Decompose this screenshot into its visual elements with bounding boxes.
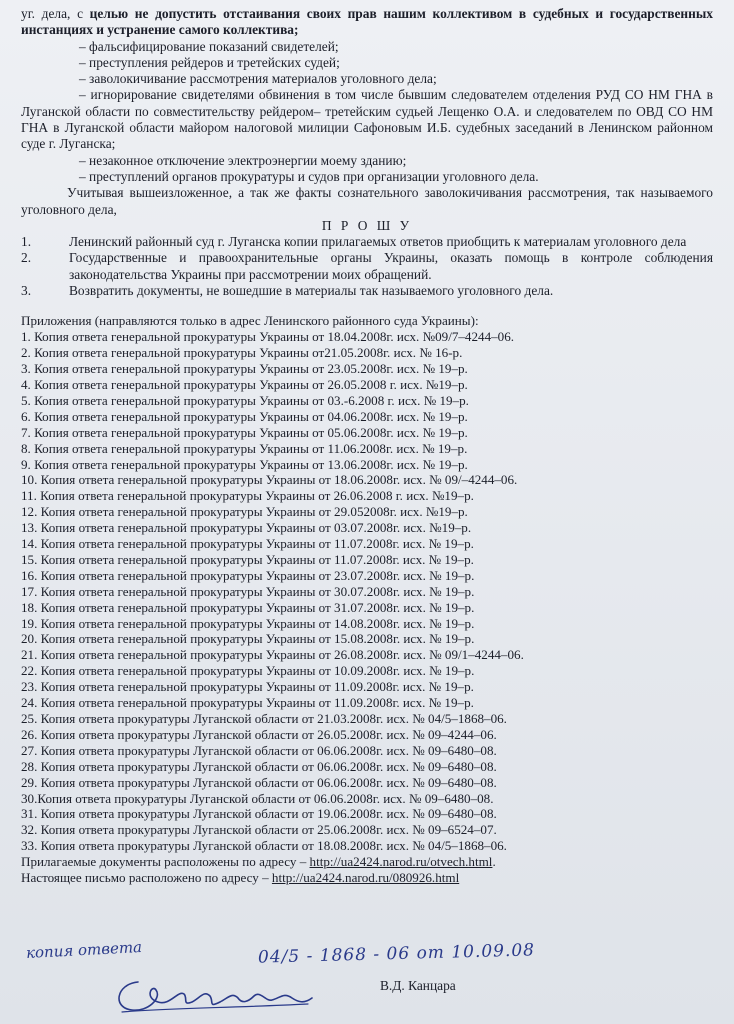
- attachment-item: 11. Копия ответа генеральной прокуратуры Украины от 26.06.2008 г. исх. №19–р.: [21, 488, 474, 504]
- attachment-item: 20. Копия ответа генеральной прокуратуры Украины от 15.08.2008г. исх. № 19–р.: [21, 631, 475, 647]
- dash-item: – заволокичивание рассмотрения материалов уголовного дела;: [79, 71, 437, 87]
- attachment-item: 33. Копия ответа прокуратуры Луганской области от 18.08.2008г. исх. № 04/5–1868–06.: [21, 838, 507, 854]
- attachment-item: 28. Копия ответа прокуратуры Луганской области от 06.06.2008г. исх. № 09–6480–08.: [21, 758, 497, 774]
- handwritten-note-right: 04/5 - 1868 - 06 от 10.09.08: [257, 940, 536, 968]
- attachment-item: 17. Копия ответа генеральной прокуратуры Украины от 30.07.2008г. исх. № 19–р.: [21, 583, 475, 599]
- attachment-item: 15. Копия ответа генеральной прокуратуры Украины от 11.07.2008г. исх. № 19–р.: [21, 551, 474, 567]
- signature-mark: [108, 968, 328, 1020]
- attachment-item: 12. Копия ответа генеральной прокуратуры Украины от 29.052008г. исх. №19–р.: [21, 504, 468, 520]
- attachment-item: 25. Копия ответа прокуратуры Луганской области от 21.03.2008г. исх. № 04/5–1868–06.: [21, 711, 507, 726]
- request-text: Ленинский районный суд г. Луганска копии прилагаемых ответов приобщить к материалам уголовного дела: [69, 234, 687, 250]
- docs-link[interactable]: http://ua2424.narod.ru/otvech.html: [309, 854, 493, 870]
- attachment-item: 31. Копия ответа прокуратуры Луганской области от 19.06.2008г. исх. № 09–6480–08.: [21, 806, 497, 822]
- dash-item: – незаконное отключение электроэнергии моему зданию;: [79, 152, 407, 168]
- attachment-item: 16. Копия ответа генеральной прокуратуры Украины от 23.07.2008г. исх. № 19–р.: [21, 567, 475, 583]
- attachment-item: 7. Копия ответа генеральной прокуратуры Украины от 05.06.2008г. исх. № 19–р.: [21, 424, 468, 440]
- letter-link[interactable]: http://ua2424.narod.ru/080926.html: [271, 870, 460, 886]
- request-item: [21, 250, 713, 283]
- request-item: [21, 283, 713, 299]
- attachment-item: 30.Копия ответа прокуратуры Луганской области от 06.06.2008г. исх. № 09–6480–08.: [21, 790, 494, 806]
- attachment-item: 29. Копия ответа прокуратуры Луганской области от 06.06.2008г. исх. № 09–6480–08.: [21, 774, 497, 790]
- considering-paragraph: Учитывая вышеизложенное, а так же факты сознательного заволокичивания рассмотрения, так называемого уголовного дела,: [21, 185, 713, 217]
- attachment-item: 1. Копия ответа генеральной прокуратуры Украины от 18.04.2008г. исх. №09/7–4244–06.: [21, 329, 515, 345]
- intro-paragraph: [21, 6, 713, 39]
- attachment-item: 23. Копия ответа генеральной прокуратуры Украины от 11.09.2008г. исх. № 19–р.: [21, 679, 474, 695]
- attachment-item: 14. Копия ответа генеральной прокуратуры Украины от 11.07.2008г. исх. № 19–р.: [21, 536, 474, 552]
- docs-suffix: .: [492, 854, 496, 870]
- attachment-item: 32. Копия ответа прокуратуры Луганской области от 25.06.2008г. исх. № 09–6524–07.: [21, 822, 497, 838]
- attachment-item: 19. Копия ответа генеральной прокуратуры Украины от 14.08.2008г. исх. № 19–р.: [21, 615, 475, 631]
- attachment-item: 10. Копия ответа генеральной прокуратуры Украины от 18.06.2008г. исх. № 09/–4244–06.: [21, 472, 518, 488]
- handwritten-note-left: копия ответа: [25, 937, 143, 963]
- attachment-item: 2. Копия ответа генеральной прокуратуры Украины от21.05.2008г. исх. № 16-р.: [21, 345, 463, 361]
- long-dash-item: – игнорирование свидетелями обвинения в том числе бывшим следователем отделения РУД СО НМ ГНА в Луганской области по совместительству рейдером– третейским судьей Лещенко О.А. и следователем по ОВД СО НМ ГНА в Луганской области майором налоговой милиции Сафоновым И.Б. судебных заседаний в Ленинском районном суде г. Луганска;: [21, 87, 713, 152]
- attachment-item: 24. Копия ответа генеральной прокуратуры Украины от 11.09.2008г. исх. № 19–р.: [21, 695, 474, 711]
- attachment-item: 27. Копия ответа прокуратуры Луганской области от 06.06.2008г. исх. № 09–6480–08.: [21, 742, 497, 758]
- signer-name: В.Д. Канцара: [380, 978, 456, 993]
- dash-list-2: [21, 153, 713, 186]
- request-number: 2.: [21, 250, 32, 266]
- request-number: 1.: [21, 234, 32, 250]
- letter-location: [21, 870, 713, 886]
- attachment-item: 18. Копия ответа генеральной прокуратуры Украины от 31.07.2008г. исх. № 19–р.: [21, 599, 475, 615]
- dash-list: [21, 39, 713, 88]
- docs-prefix: Прилагаемые документы расположены по адресу –: [21, 854, 310, 870]
- attachment-item: 3. Копия ответа генеральной прокуратуры Украины от 23.05.2008г. исх. № 19–р.: [21, 361, 468, 377]
- attachment-list: [21, 329, 713, 854]
- document-body: [21, 6, 713, 886]
- attachment-item: 21. Копия ответа генеральной прокуратуры Украины от 26.08.2008г. исх. № 09/1–4244–06.: [21, 647, 524, 663]
- request-heading: П Р О Ш У: [321, 217, 413, 233]
- request-item: [21, 234, 713, 250]
- docs-location: [21, 854, 713, 870]
- dash-item: – преступления рейдеров и третейских судей;: [79, 54, 340, 70]
- request-text: Государственные и правоохранительные органы Украины, оказать помощь в контроле соблюдения законодательства Украины при рассмотрении моих обращений.: [69, 250, 713, 282]
- attachment-item: 4. Копия ответа генеральной прокуратуры Украины от 26.05.2008 г. исх. №19–р.: [21, 376, 468, 392]
- attachment-item: 5. Копия ответа генеральной прокуратуры Украины от 03.-6.2008 г. исх. № 19–р.: [21, 392, 469, 408]
- attachment-item: 9. Копия ответа генеральной прокуратуры Украины от 13.06.2008г. исх. № 19–р.: [21, 456, 468, 472]
- attachment-item: 8. Копия ответа генеральной прокуратуры Украины от 11.06.2008г. исх. № 19–р.: [21, 440, 468, 456]
- dash-item: – фальсифицирование показаний свидетелей;: [79, 38, 339, 54]
- intro-text: уг. дела, с: [21, 6, 84, 21]
- dash-item: – преступлений органов прокуратуры и судов при организации уголовного дела.: [79, 168, 539, 184]
- request-text: Возвратить документы, не вошедшие в материалы так называемого уголовного дела.: [69, 283, 554, 299]
- attachment-item: 13. Копия ответа генеральной прокуратуры Украины от 03.07.2008г. исх. №19–р.: [21, 520, 472, 536]
- intro-bold-text: целью не допустить отстаивания своих прав нашим коллективом в судебных и государственных инстанциях и устранение самого коллектива;: [21, 6, 713, 38]
- attachments-title: Приложения (направляются только в адрес Ленинского районного суда Украины):: [21, 313, 479, 329]
- request-list: [21, 234, 713, 299]
- request-number: 3.: [21, 283, 32, 299]
- attachment-item: 26. Копия ответа прокуратуры Луганской области от 26.05.2008г. исх. № 09–4244–06.: [21, 726, 497, 742]
- attachment-item: 22. Копия ответа генеральной прокуратуры Украины от 10.09.2008г. исх. № 19–р.: [21, 663, 475, 679]
- letter-prefix: Настоящее письмо расположено по адресу –: [21, 870, 272, 886]
- attachment-item: 6. Копия ответа генеральной прокуратуры Украины от 04.06.2008г. исх. № 19–р.: [21, 408, 468, 424]
